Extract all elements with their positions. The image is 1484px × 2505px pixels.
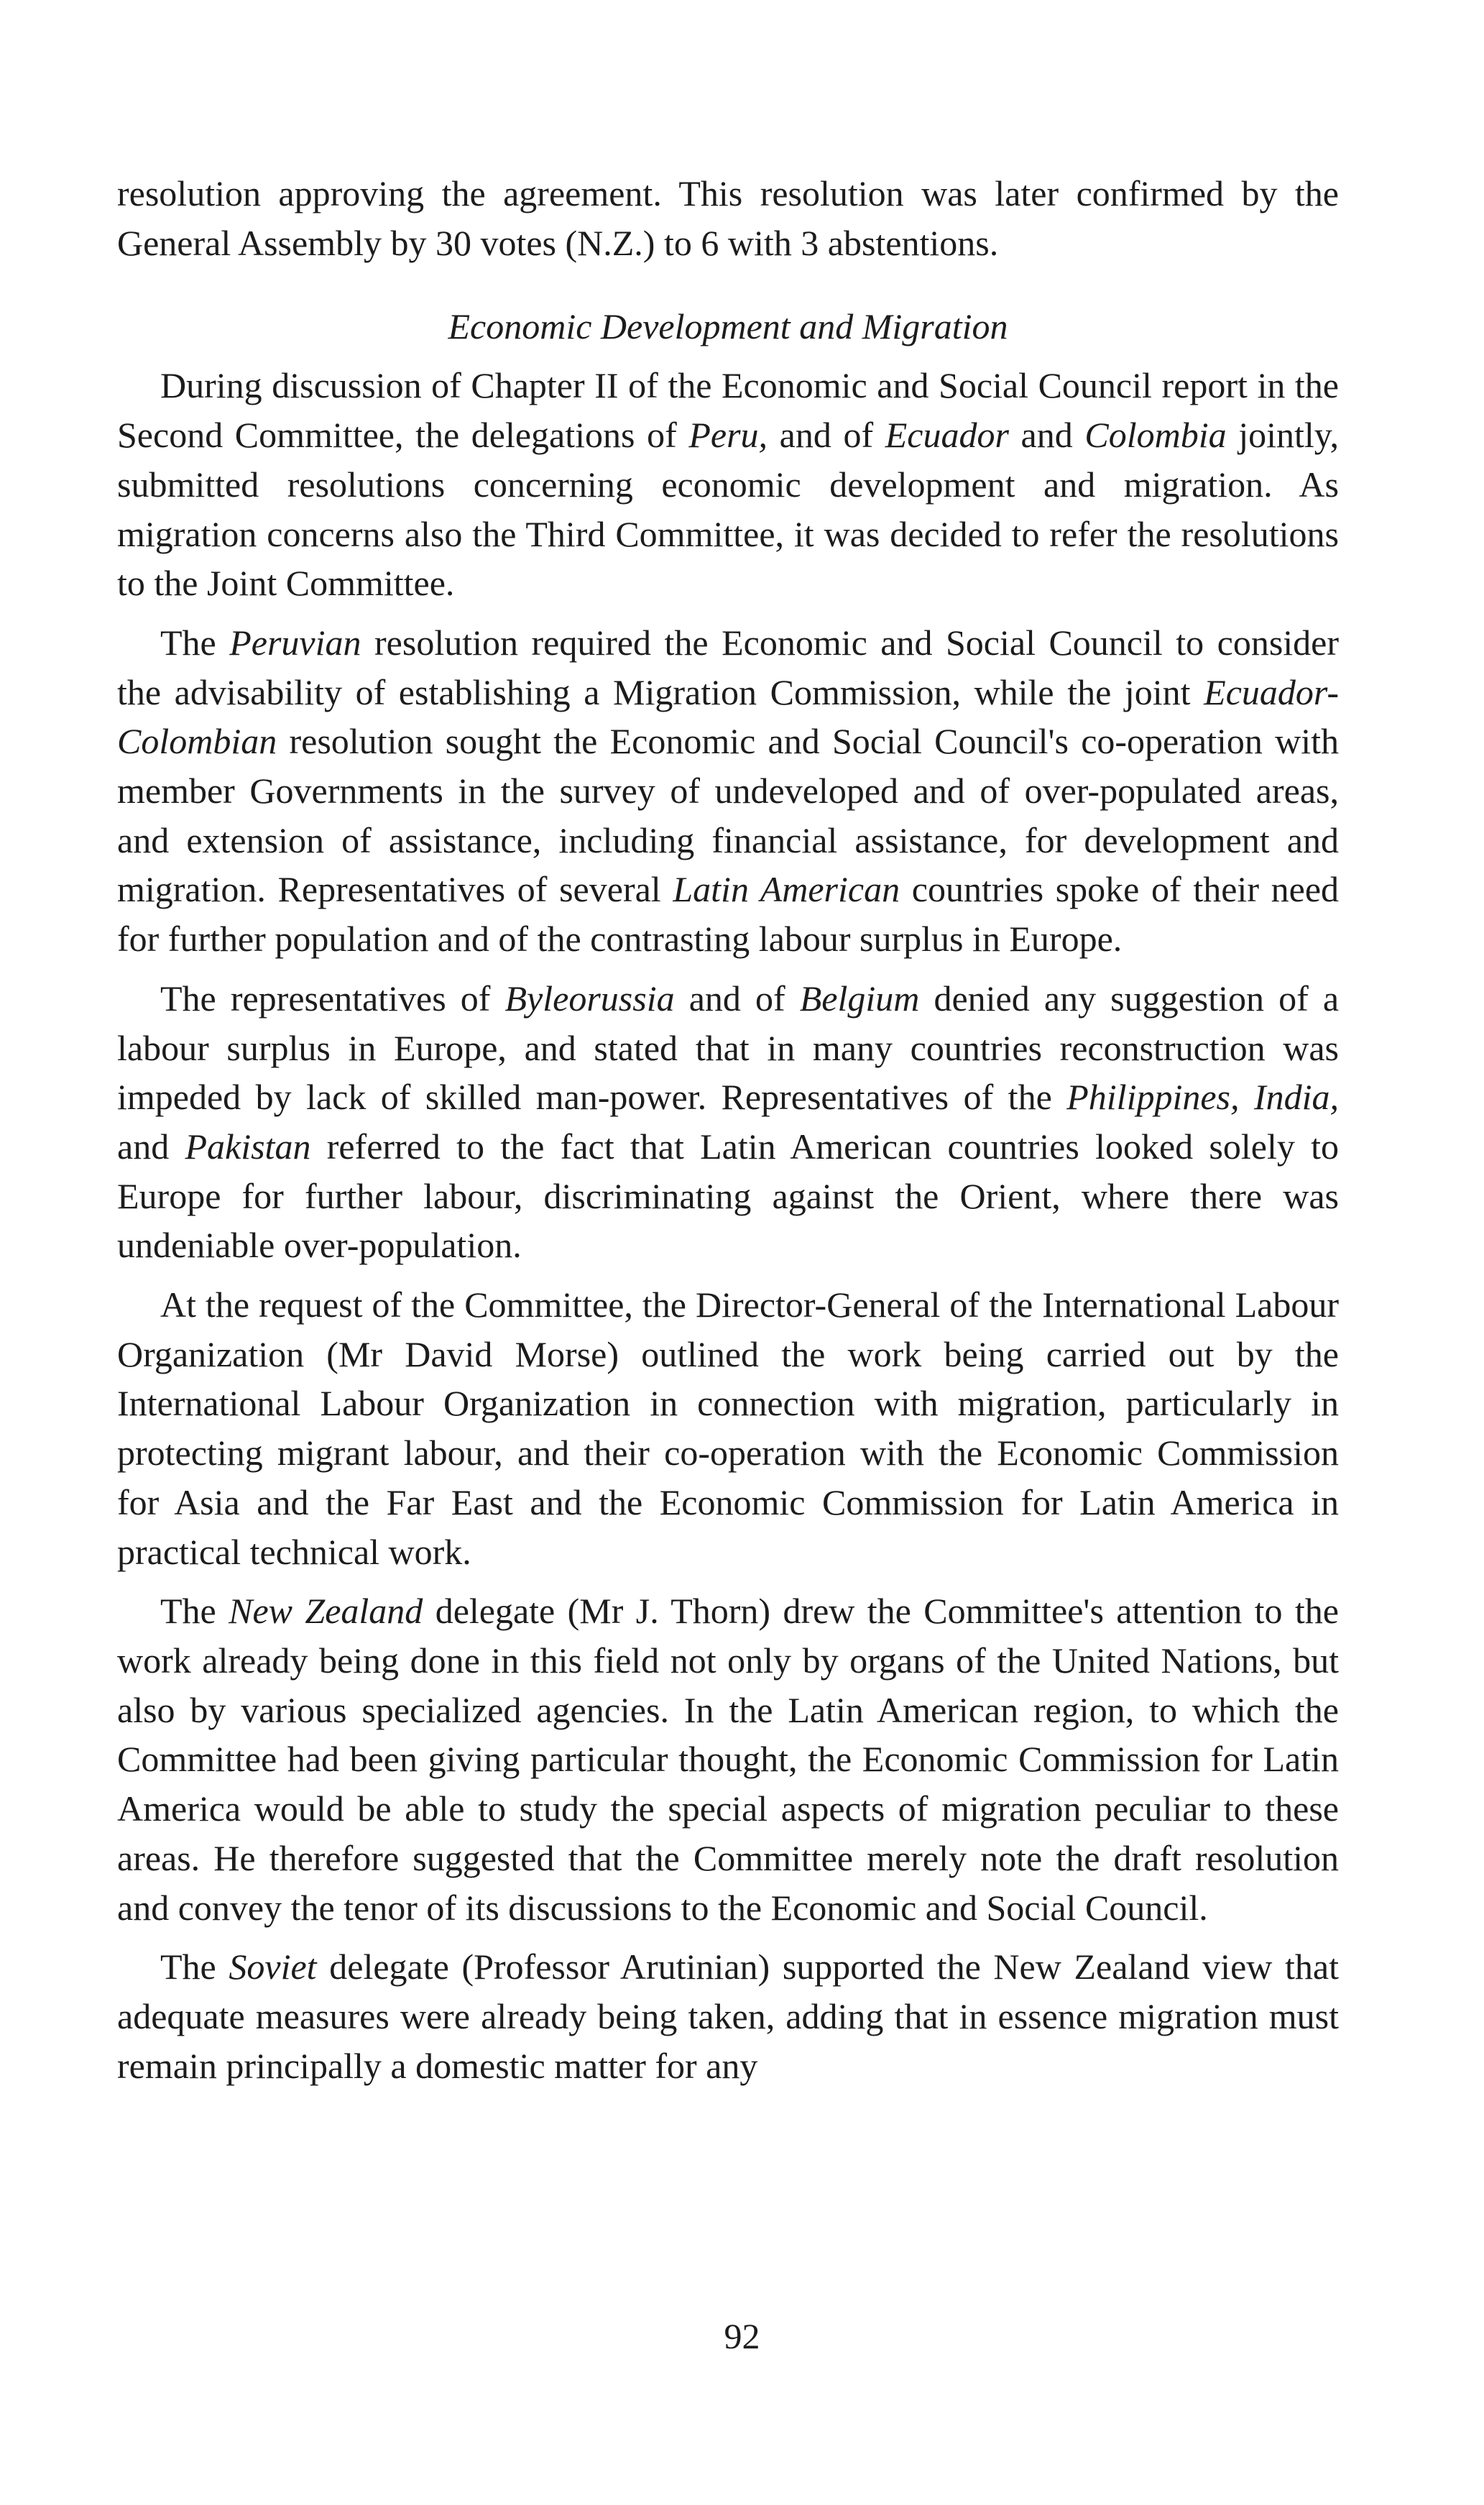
paragraph-continued: resolution approving the agreement. This resolution was later confirmed by the General Assembly by 30 votes (N.Z.) to 6 with 3 abstentions.	[117, 173, 1339, 263]
section-heading: Economic Development and Migration	[448, 306, 1008, 347]
page-number: 92	[724, 2316, 760, 2356]
paragraph-1: During discussion of Chapter II of the Economic and Social Council report in the Second Committee, the delegations of Peru, and of Ecuador and Colombia jointly, submitted resolutions concerning economic development and migration. As migration concerns also the Third Committee, it was decided to refer the resolutions to the Joint Committee.	[117, 365, 1340, 604]
paragraph-6: The Soviet delegate (Professor Arutinian) supported the New Zealand view that adequate measures were already being taken, adding that in essence migration must remain principally a domestic matter for any	[117, 1946, 1340, 2086]
paragraph-2: The Peruvian resolution required the Economic and Social Council to consider the advisability of establishing a Migration Commission, while the joint Ecuador-Colombian resolution sought the Economic and Social Council's co-operation with member Governments in the survey of undeveloped and of over-populated areas, and extension of assistance, including financial assistance, for development and migration. Representatives of several Latin American countries spoke of their need for further population and of the contrasting labour surplus in Europe.	[117, 622, 1340, 960]
paragraph-4: At the request of the Committee, the Director-General of the International Labour Organization (Mr David Morse) outlined the work being carried out by the International Labour Organization in connection with migration, particularly in protecting migrant labour, and their co-operation with the Economic Commission for Asia and the Far East and the Economic Commission for Latin America in practical technical work.	[117, 1284, 1339, 1572]
paragraph-3: The representatives of Byleorussia and of Belgium denied any suggestion of a labour surplus in Europe, and stated that in many countries reconstruction was impeded by lack of skilled man-power. Representatives of the Philippines, India, and Pakistan referred to the fact that Latin American countries looked solely to Europe for further labour, discriminating against the Orient, where there was undeniable over-population.	[117, 978, 1340, 1266]
paragraph-5: The New Zealand delegate (Mr J. Thorn) drew the Committee's attention to the work already being done in this field not only by organs of the United Nations, but also by various specialized agencies. In the Latin American region, to which the Committee had been giving particular thought, the Economic Commission for Latin America would be able to study the special aspects of migration peculiar to these areas. He therefore suggested that the Committee merely note the draft resolution and convey the tenor of its discussions to the Economic and Social Council.	[117, 1591, 1339, 1928]
page-body	[117, 169, 1339, 2090]
